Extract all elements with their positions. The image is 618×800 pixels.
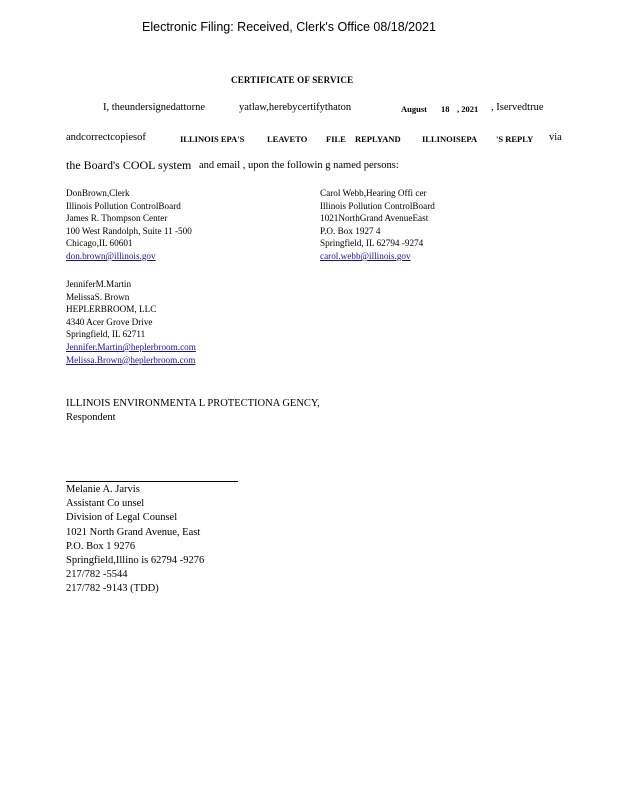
document-title-part5: ILLINOISEPA — [422, 134, 478, 144]
certificate-title: CERTIFICATE OF SERVICE — [231, 75, 354, 85]
agency-name: ILLINOIS ENVIRONMENTA L PROTECTIONA GENCY, — [66, 398, 320, 409]
signature-line — [66, 481, 238, 482]
agency-role: Respondent — [66, 412, 116, 423]
recipient-don-brown — [66, 187, 192, 263]
paragraph-line3-rest: and email , upon the followin g named persons: — [199, 160, 399, 171]
document-title-part6: 'S REPLY — [496, 134, 534, 144]
filing-header: Electronic Filing: Received, Clerk's Office 08/18/2021 — [142, 20, 436, 34]
recipient-line: James R. Thompson Center — [66, 213, 168, 224]
recipient-line: DonBrown,Clerk — [66, 188, 130, 198]
service-date-month: August — [401, 104, 427, 114]
signer-pobox: P.O. Box 1 9276 — [66, 540, 136, 552]
signer-phone: 217/782 -5544 — [66, 569, 128, 581]
email-link[interactable]: Jennifer.Martin@heplerbroom.com — [66, 341, 196, 352]
recipient-line: Chicago,IL 60601 — [66, 238, 133, 249]
agency-block — [66, 397, 320, 425]
recipient-line: 1021NorthGrand AvenueEast — [320, 213, 429, 224]
recipient-line: Illinois Pollution ControlBoard — [320, 200, 435, 211]
recipient-heplerbroom — [66, 278, 247, 366]
document-title-part3: FILE — [326, 134, 346, 144]
document-title-part4: REPLYAND — [355, 134, 401, 144]
paragraph-line1-part3: , Iservedtrue — [491, 102, 544, 113]
signer-title: Assistant Co unsel — [66, 498, 145, 510]
service-date-day: 18 — [441, 104, 450, 114]
signer-name: Melanie A. Jarvis — [66, 484, 140, 495]
paragraph-line1-part2: yatlaw,herebycertifythaton — [239, 102, 352, 113]
paragraph-line3-cool: the Board's COOL system — [66, 158, 192, 172]
paragraph-line1-part1: I, theundersignedattorne — [103, 102, 206, 113]
recipient-carol-webb — [320, 187, 441, 263]
recipient-line: P.O. Box 1927 4 — [320, 225, 381, 236]
recipient-line: 100 West Randolph, Suite 11 -500 — [66, 225, 192, 236]
document-title-part2: LEAVETO — [267, 134, 308, 144]
paragraph-line2-via: via — [549, 132, 562, 143]
service-date-year: , 2021 — [457, 104, 479, 114]
email-link[interactable]: don.brown@illinois.gov — [66, 250, 156, 261]
email-link[interactable]: carol.webb@illinois.gov — [320, 250, 411, 261]
signature-block — [66, 483, 204, 597]
recipient-line: HEPLERBROOM, LLC — [66, 304, 157, 315]
recipient-line: MelissaS. Brown — [66, 291, 130, 302]
recipient-line: 4340 Acer Grove Drive — [66, 316, 153, 327]
paragraph-line2-part1: andcorrectcopiesof — [66, 132, 146, 143]
signer-city: Springfield,Illino is 62794 -9276 — [66, 555, 205, 567]
document-title-part1: ILLINOIS EPA'S — [180, 134, 245, 144]
signer-division: Division of Legal Counsel — [66, 512, 178, 524]
recipient-line: Carol Webb,Hearing Offi cer — [320, 188, 427, 198]
signer-address: 1021 North Grand Avenue, East — [66, 526, 201, 538]
recipient-line: JenniferM.Martin — [66, 279, 132, 289]
recipient-line: Springfield, IL 62794 -9274 — [320, 238, 424, 249]
recipient-line: Springfield, IL 62711 — [66, 329, 146, 340]
email-link[interactable]: Melissa.Brown@heplerbroom.com — [66, 354, 196, 365]
signer-tdd: 217/782 -9143 (TDD) — [66, 583, 159, 595]
recipient-line: Illinois Pollution ControlBoard — [66, 200, 181, 211]
